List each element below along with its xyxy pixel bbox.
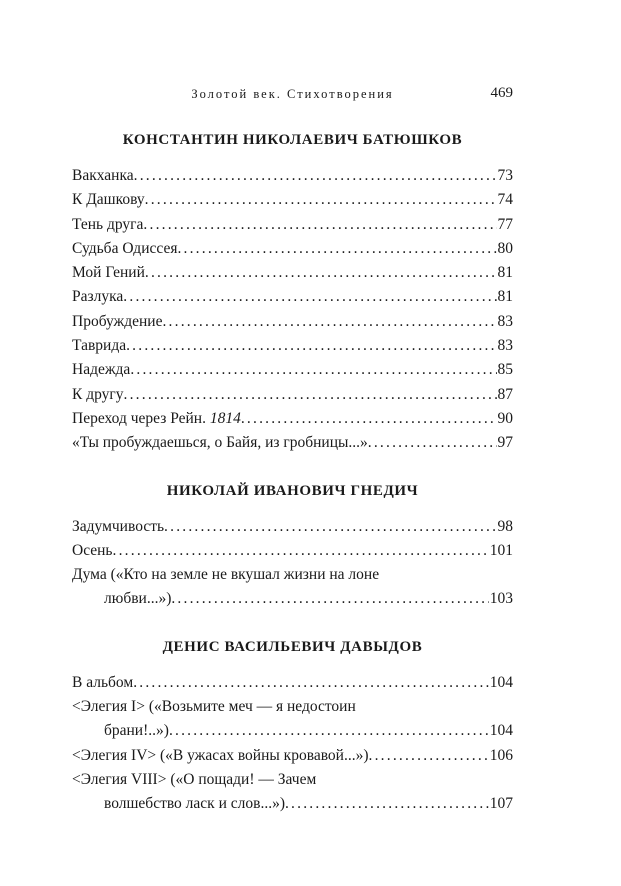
- entry-year: 1814: [209, 409, 241, 427]
- entry-title: Тень друга: [72, 215, 144, 233]
- section-gap: [72, 612, 513, 635]
- entry-list: [72, 515, 513, 612]
- entry-page: 97: [497, 434, 513, 452]
- dot-leader: [285, 792, 489, 816]
- toc-entry: [72, 695, 513, 744]
- entry-page: 87: [497, 385, 513, 403]
- dot-leader: [113, 539, 489, 563]
- entry-list: [72, 671, 513, 817]
- toc-entry: [72, 334, 513, 358]
- dot-leader: [133, 671, 489, 695]
- dot-leader: [123, 285, 496, 309]
- entry-title: Таврида: [72, 337, 127, 355]
- dot-leader: [164, 515, 496, 539]
- toc-entry: [72, 310, 513, 334]
- dot-leader: [145, 261, 497, 285]
- toc-entry: [72, 383, 513, 407]
- entry-title: <Элегия IV> («В ужасах войны кровавой...»): [72, 746, 369, 764]
- entry-title-continued: брани!..»): [104, 722, 169, 740]
- entry-title: Вакханка: [72, 167, 134, 184]
- section-batyushkov: [72, 128, 513, 456]
- entry-page: 77: [497, 215, 513, 233]
- toc-entry: [72, 744, 513, 768]
- dot-leader: [126, 334, 496, 358]
- entry-title-continued: волшебство ласк и слов...»): [104, 795, 285, 813]
- entry-page: 74: [497, 191, 513, 209]
- toc-entry: [72, 431, 513, 455]
- dot-leader: [169, 719, 489, 743]
- toc-entry: [72, 539, 513, 563]
- entry-page: 90: [497, 409, 513, 427]
- toc-entry: [72, 671, 513, 695]
- dot-leader: [241, 407, 497, 431]
- entry-title: «Ты пробуждаешься, о Байя, из гробницы...»: [72, 434, 368, 452]
- running-head: [72, 87, 513, 107]
- entry-list: [72, 164, 513, 456]
- entry-title: К Дашкову: [72, 191, 145, 209]
- entry-title: Надежда: [72, 361, 131, 379]
- entry-title: Переход через Рейн.: [72, 409, 206, 427]
- dot-leader: [130, 358, 496, 382]
- entry-title: Судьба Одиссея: [72, 239, 178, 257]
- entry-page: 83: [497, 312, 513, 330]
- author-heading: ДЕНИС ВАСИЛЬЕВИЧ ДАВЫДОВ: [162, 638, 423, 655]
- entry-page: 81: [497, 288, 513, 306]
- entry-title: <Элегия I> («Возьмите меч — я недостоин: [72, 698, 356, 716]
- entry-title-continued: любви...»): [104, 590, 172, 608]
- table-of-contents: [72, 128, 513, 817]
- entry-page: 98: [497, 517, 513, 535]
- toc-entry: [72, 515, 513, 539]
- entry-page: 73: [497, 167, 513, 184]
- dot-leader: [162, 310, 496, 334]
- entry-page: 106: [489, 746, 513, 764]
- entry-page: 104: [489, 673, 513, 691]
- entry-page: 107: [489, 795, 513, 813]
- entry-title: К другу: [72, 385, 124, 403]
- toc-entry: [72, 285, 513, 309]
- toc-entry: [72, 213, 513, 237]
- entry-page: 85: [497, 361, 513, 379]
- toc-entry: [72, 164, 513, 188]
- dot-leader: [171, 587, 488, 611]
- entry-title: Задумчивость: [72, 517, 165, 535]
- entry-page: 104: [489, 722, 513, 740]
- entry-title: Пробуждение: [72, 312, 163, 330]
- toc-entry: [72, 261, 513, 285]
- toc-entry: [72, 237, 513, 261]
- entry-title: <Элегия VIII> («О пощади! — Зачем: [72, 770, 317, 788]
- section-davydov: [72, 635, 513, 817]
- running-title: Золотой век. Стихотворения: [191, 87, 394, 101]
- dot-leader: [143, 213, 496, 237]
- entry-page: 80: [497, 239, 513, 257]
- page-number: 469: [490, 85, 513, 101]
- dot-leader: [177, 237, 496, 261]
- dot-leader: [134, 164, 497, 188]
- entry-page: 103: [489, 590, 513, 608]
- entry-page: 81: [497, 264, 513, 282]
- toc-entry: [72, 358, 513, 382]
- dot-leader: [145, 188, 497, 212]
- entry-page: 83: [497, 337, 513, 355]
- toc-entry: [72, 188, 513, 212]
- toc-entry: [72, 563, 513, 612]
- entry-title: В альбом: [72, 673, 134, 691]
- dot-leader: [124, 383, 497, 407]
- toc-entry: [72, 768, 513, 817]
- section-gap: [72, 456, 513, 479]
- entry-title: Разлука: [72, 288, 124, 306]
- entry-title: Осень: [72, 541, 113, 559]
- dot-leader: [369, 744, 489, 768]
- author-heading: НИКОЛАЙ ИВАНОВИЧ ГНЕДИЧ: [166, 482, 419, 499]
- dot-leader: [368, 431, 497, 455]
- section-gnedich: [72, 479, 513, 612]
- author-heading: КОНСТАНТИН НИКОЛАЕВИЧ БАТЮШКОВ: [122, 132, 463, 148]
- toc-entry: [72, 407, 513, 431]
- entry-title: Дума («Кто на земле не вкушал жизни на лоне: [72, 566, 380, 584]
- entry-title: Мой Гений: [72, 264, 145, 282]
- entry-page: 101: [489, 541, 513, 559]
